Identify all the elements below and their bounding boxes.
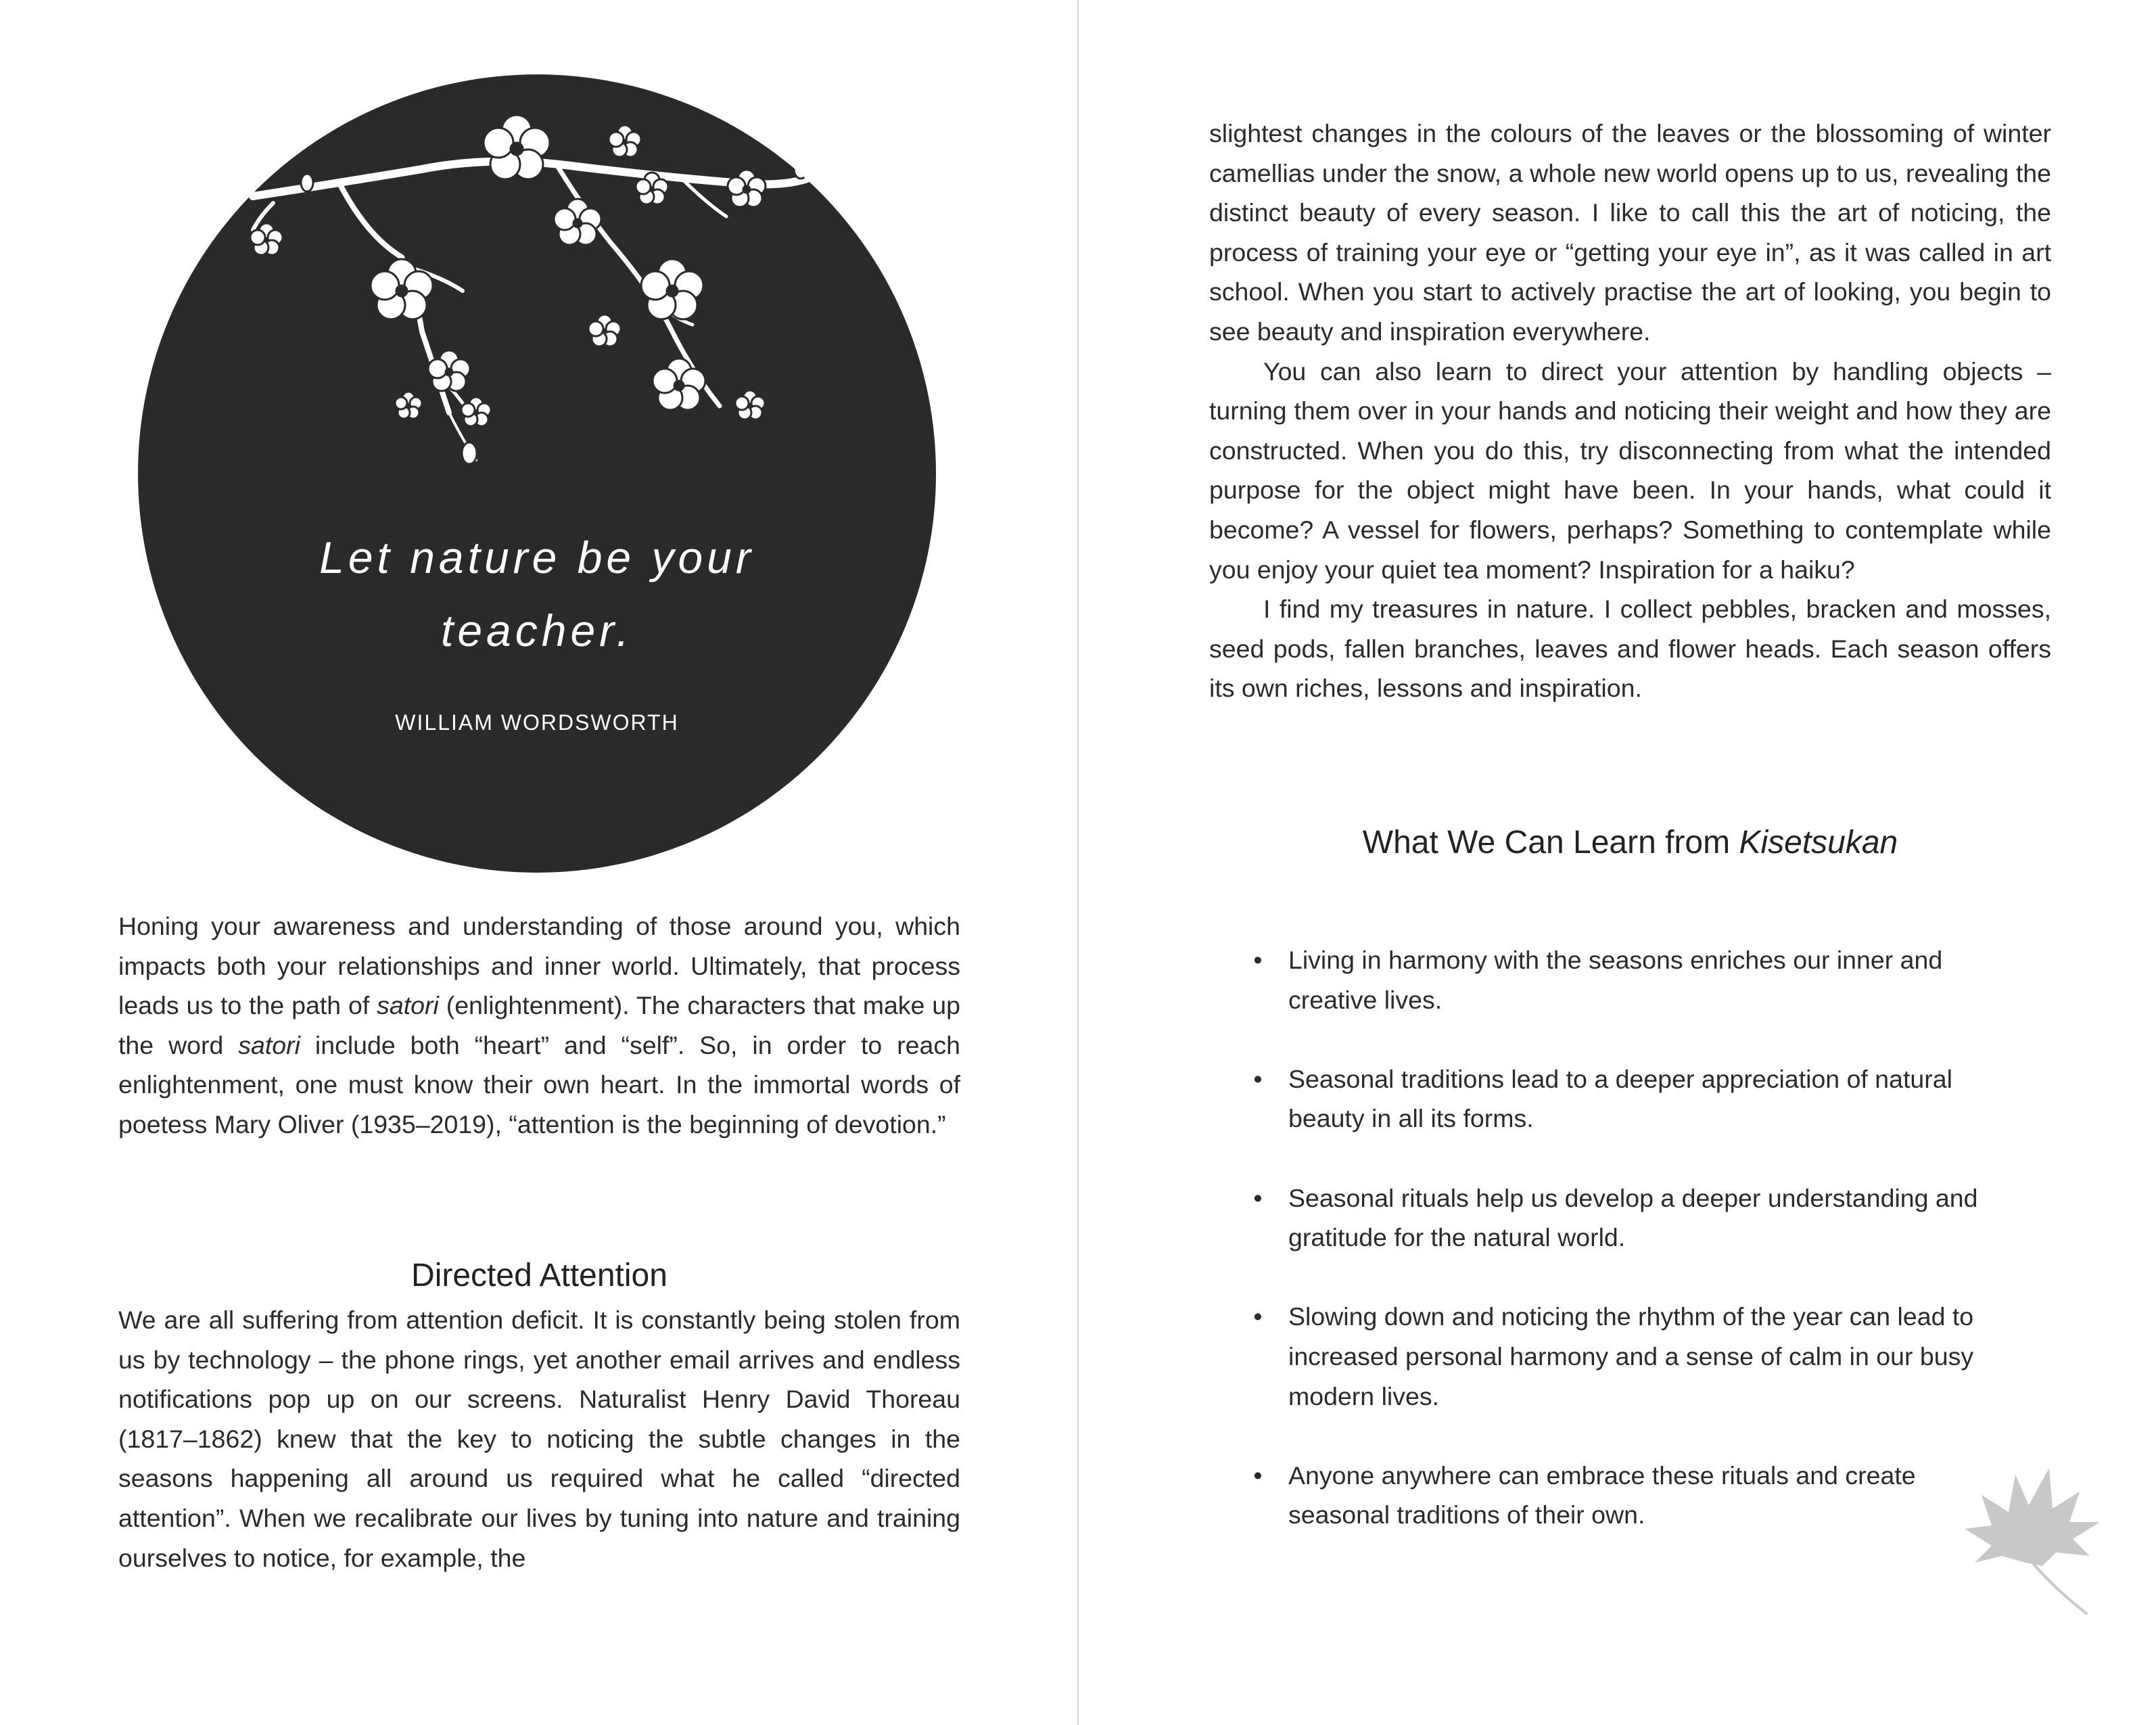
- text-run: Honing your awareness and understanding of those around you, which impacts both your relationships and inner world. Ultimately, that process leads us to the path of: [118, 912, 960, 1020]
- quote-circle: [138, 74, 936, 873]
- left-page: [0, 0, 1077, 1725]
- list-item: [1248, 1456, 2019, 1535]
- list-item: [1248, 1178, 2019, 1258]
- bullet-icon: •: [1253, 946, 1263, 974]
- kisetsukan-bullet-list: [1248, 940, 2019, 1575]
- heading-italic-term: Kisetsukan: [1739, 825, 1898, 860]
- quote-text: [138, 521, 936, 667]
- section-heading-kisetsukan: [1209, 824, 2051, 861]
- italic-term: satori: [238, 1030, 300, 1059]
- paragraph-art-of-noticing: slightest changes in the colours of the leaves or the blossoming of winter camellias under the snow, a whole new world opens up to us, revealing the distinct beauty of every season. I like to call this the art of noticing, the process of training your eye or “getting your eye in”, as it was called in art school. When you start to actively practise the art of looking, you begin to see beauty and inspiration everywhere.: [1209, 119, 2051, 346]
- list-item: [1248, 940, 2019, 1019]
- quote-line: teacher.: [440, 605, 634, 656]
- right-paragraphs: [1209, 114, 2051, 708]
- text-run: (enlightenment). The characters that make up the word: [118, 991, 960, 1059]
- bullet-icon: •: [1253, 1064, 1263, 1093]
- list-item: [1248, 1297, 2019, 1416]
- paragraph: [118, 906, 960, 1145]
- bullet-icon: •: [1253, 1460, 1263, 1490]
- paragraph-treasures: I find my treasures in nature. I collect pebbles, bracken and mosses, seed pods, fallen branches, leaves and flower heads. Each season offers its own riches, lessons and inspiration.: [1209, 595, 2051, 703]
- list-item-text: Anyone anywhere can embrace these rituals and create seasonal traditions of their own.: [1288, 1460, 1916, 1530]
- list-item: [1248, 1059, 2019, 1138]
- maple-leaf-icon: [1961, 1454, 2103, 1617]
- quote-line: Let nature be your: [319, 532, 755, 582]
- list-item-text: Seasonal traditions lead to a deeper appreciation of natural beauty in all its forms.: [1288, 1064, 1952, 1133]
- cherry-blossom-branch-icon: [138, 74, 936, 873]
- heading-text: What We Can Learn from: [1362, 825, 1739, 860]
- text-run: include both “heart” and “self”. So, in order to reach enlightenment, one must know their own heart. In the immortal words of poetess Mary Oliver (1935–2019), “attention is the beginning of devotion.”: [118, 1030, 960, 1138]
- quote-attribution: WILLIAM WORDSWORTH: [395, 710, 679, 735]
- bullet-icon: •: [1253, 1183, 1263, 1212]
- italic-term: satori: [377, 991, 439, 1020]
- list-item-text: Living in harmony with the seasons enriches our inner and creative lives.: [1288, 946, 1943, 1014]
- bullet-icon: •: [1253, 1302, 1263, 1331]
- paragraph-handling-objects: You can also learn to direct your attention by handling objects – turning them over in your hands and noticing their weight and how they are constructed. When you do this, try disconnecting from what the intended purpose for the object might have been. In your hands, what could it become? A vessel for flowers, perhaps? Something to contemplate while you enjoy your quiet tea moment? Inspiration for a haiku?: [1209, 356, 2051, 584]
- list-item-text: Slowing down and noticing the rhythm of the year can lead to increased personal harmony and a sense of calm in our busy modern lives.: [1288, 1302, 1974, 1410]
- section-heading-directed-attention: Directed Attention: [411, 1258, 667, 1293]
- list-item-text: Seasonal rituals help us develop a deeper understanding and gratitude for the natural world.: [1288, 1183, 1978, 1252]
- left-paragraph-directed-attention: [118, 1300, 960, 1578]
- left-paragraph-satori: [118, 906, 960, 1145]
- paragraph: We are all suffering from attention deficit. It is constantly being stolen from us by technology – the phone rings, yet another email arrives and endless notifications pop up on our screens. Naturalist Henry David Thoreau (1817–1862) knew that the key to noticing the subtle changes in the seasons happening all around us required what he called “directed attention”. When we recalibrate our lives by tuning into nature and training ourselves to notice, for example, the: [118, 1306, 960, 1572]
